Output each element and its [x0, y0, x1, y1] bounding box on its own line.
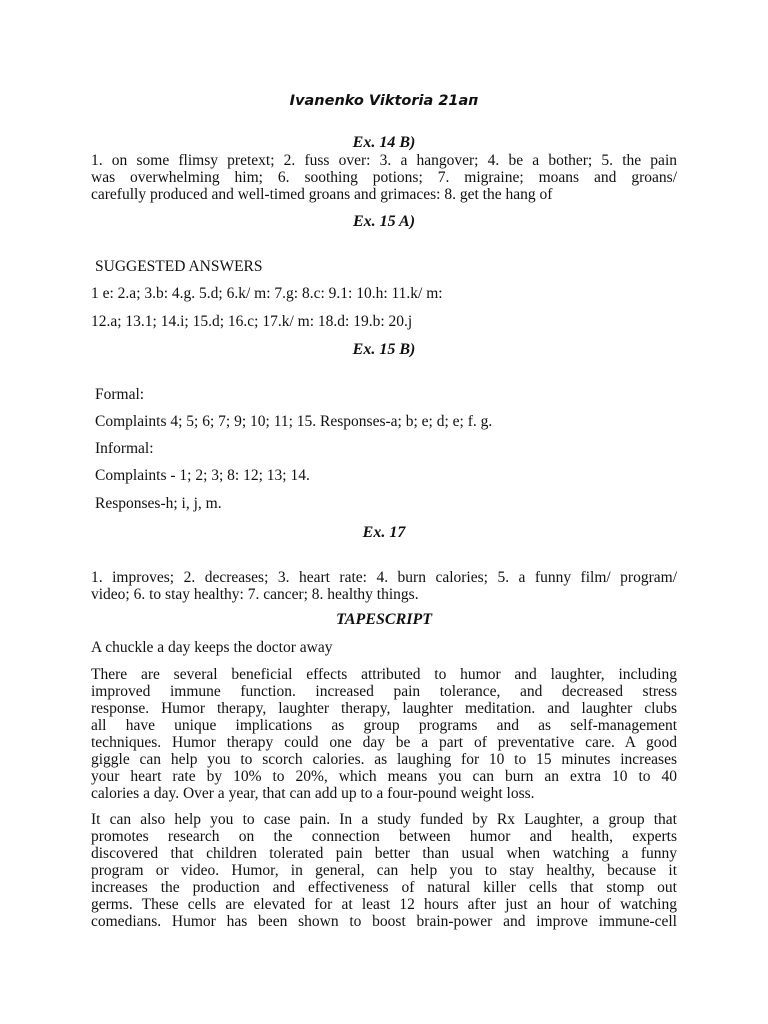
informal-label: Informal: [95, 440, 154, 457]
paragraph-line: improved immune function. increased pain tolerance, and decreased stress [91, 683, 677, 700]
tapescript-title: A chuckle a day keeps the doctor away [91, 639, 333, 656]
ex17-heading: Ex. 17 [362, 524, 406, 541]
suggested-answers-title: SUGGESTED ANSWERS [95, 258, 263, 275]
paragraph-line: program or video. Humor, in general, can help you to stay healthy, because it [91, 862, 677, 879]
paragraph-line: giggle can help you to scorch calories. as laughing for 10 to 15 minutes increases [91, 751, 677, 768]
ex14b-line: carefully produced and well-timed groans and grimaces: 8. get the hang of [91, 186, 553, 203]
ex17-line: 1. improves; 2. decreases; 3. heart rate: 4. burn calories; 5. a funny film/ program/ [91, 569, 677, 586]
paragraph-line: increases the production and effectiveness of natural killer cells that stomp out [91, 879, 677, 896]
formal-complaints: Complaints 4; 5; 6; 7; 9; 10; 11; 15. Responses-a; b; e; d; e; f. g. [95, 413, 493, 430]
paragraph-line: techniques. Humor therapy could one day be a part of preventative care. A good [91, 734, 677, 751]
ex15a-heading: Ex. 15 A) [352, 213, 416, 230]
paragraph-line: response. Humor therapy, laughter therapy, laughter meditation. and laughter clubs [91, 700, 677, 717]
tapescript-paragraph-1 [91, 666, 677, 802]
informal-complaints: Complaints - 1; 2; 3; 8: 12; 13; 14. [95, 467, 310, 484]
ex15a-line-1: 1 e: 2.a; 3.b: 4.g. 5.d; 6.k/ m: 7.g: 8.c: 9.1: 10.h: 11.k/ m: [91, 285, 443, 302]
ex15a-line-2: 12.a; 13.1; 14.i; 15.d; 16.c; 17.k/ m: 18.d: 19.b: 20.j [91, 313, 413, 330]
ex14b-heading: Ex. 14 B) [352, 134, 416, 151]
tapescript-heading: TAPESCRIPT [335, 611, 433, 628]
paragraph-line: calories a day. Over a year, that can add up to a four-pound weight loss. [91, 785, 535, 802]
ex14b-answers [91, 152, 677, 203]
ex14b-line: was overwhelming him; 6. soothing potions; 7. migraine; moans and groans/ [91, 169, 677, 186]
paragraph-line: your heart rate by 10% to 20%, which means you can burn an extra 10 to 40 [91, 768, 677, 785]
informal-responses: Responses-h; i, j, m. [95, 495, 222, 512]
ex17-answers [91, 569, 677, 603]
ex15b-heading: Ex. 15 B) [352, 341, 416, 358]
author-name: Ivanenko Viktoria 21ап [289, 93, 479, 109]
paragraph-line: It can also help you to case pain. In a study funded by Rx Laughter, a group that [91, 811, 677, 828]
ex14b-line: 1. on some flimsy pretext; 2. fuss over: 3. a hangover; 4. be a bother; 5. the pain [91, 152, 677, 169]
paragraph-line: discovered that children tolerated pain better than usual when watching a funny [91, 845, 677, 862]
paragraph-line: comedians. Humor has been shown to boost brain-power and improve immune-cell [91, 913, 677, 930]
paragraph-line: germs. These cells are elevated for at least 12 hours after just an hour of watching [91, 896, 677, 913]
formal-label: Formal: [95, 386, 145, 403]
ex17-line: video; 6. to stay healthy: 7. cancer; 8. healthy things. [91, 586, 419, 603]
tapescript-paragraph-2 [91, 811, 677, 930]
paragraph-line: There are several beneficial effects attributed to humor and laughter, including [91, 666, 677, 683]
paragraph-line: promotes research on the connection between humor and health, experts [91, 828, 677, 845]
paragraph-line: all have unique implications as group programs and as self-management [91, 717, 677, 734]
